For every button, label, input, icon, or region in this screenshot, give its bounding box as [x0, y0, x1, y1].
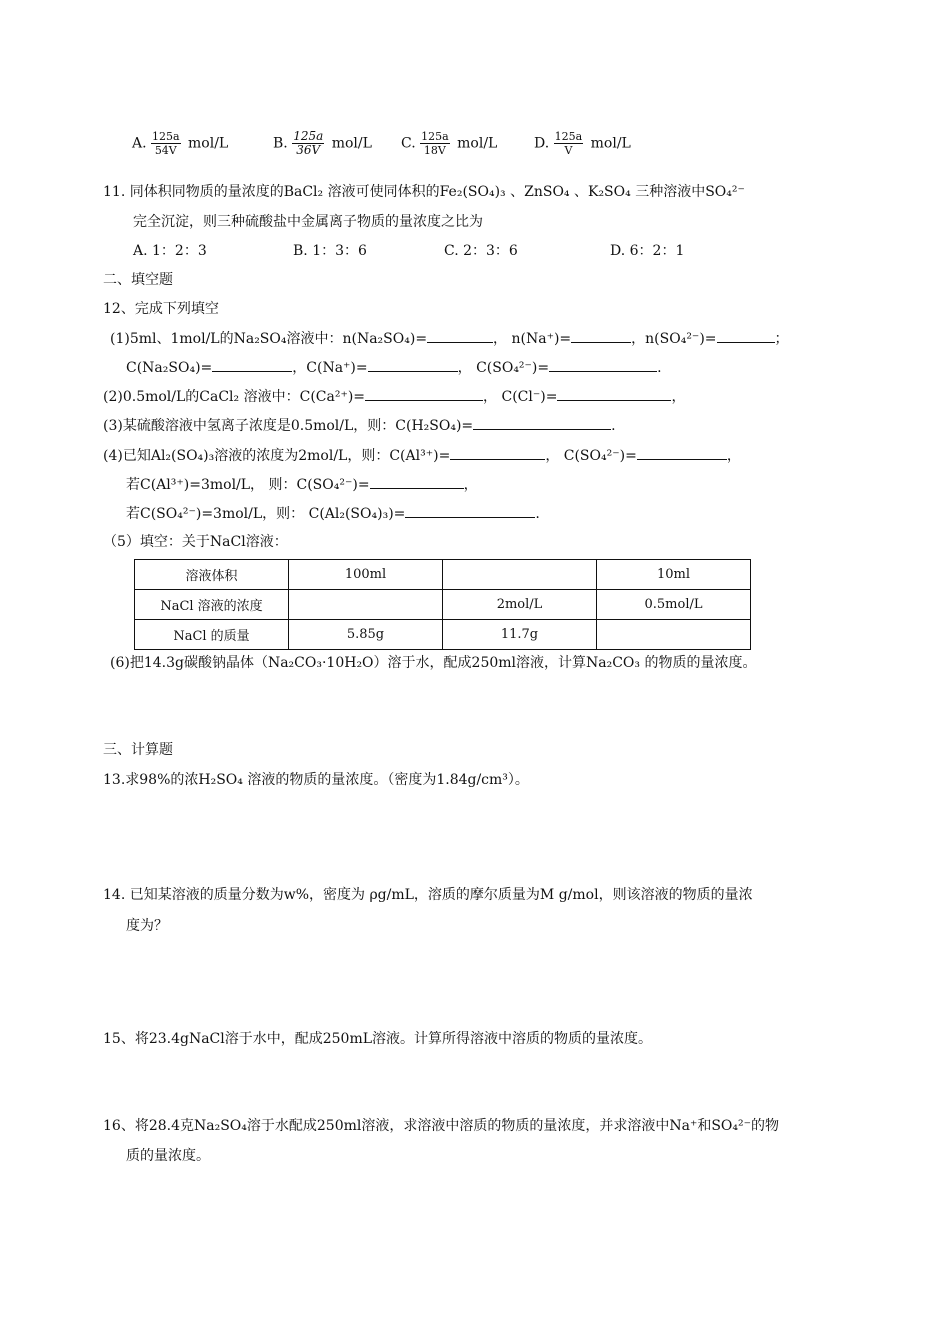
table-cell[interactable]	[597, 620, 751, 650]
table-row	[135, 590, 751, 620]
prompt-text: ，	[671, 389, 686, 405]
q12-part3	[103, 415, 616, 436]
answer-blank[interactable]	[717, 328, 775, 343]
prompt-text: .	[611, 418, 616, 434]
q16-line1: 16、将28.4克Na₂SO₄溶于水配成250ml溶液，求溶液中溶质的物质的量浓度，并求溶液中Na⁺和SO₄²⁻的物	[103, 1118, 780, 1134]
prompt-text: ， n(Na⁺)=	[493, 331, 572, 347]
prompt-text: .	[657, 360, 662, 376]
answer-blank[interactable]	[365, 386, 483, 401]
option-b	[273, 130, 372, 157]
denominator: 36V	[296, 143, 321, 157]
table-cell: 0.5mol/L	[597, 590, 751, 620]
denominator: 18V	[423, 144, 446, 157]
q12-part1-line2	[126, 357, 662, 378]
prompt-text: ， C(SO₄²⁻)=	[545, 448, 637, 464]
table-cell: NaCl 溶液的浓度	[135, 590, 289, 620]
table-row	[135, 620, 751, 650]
prompt-text: ， C(Cl⁻)=	[483, 389, 558, 405]
q14-line2: 度为？	[126, 918, 168, 934]
prompt-text: ；	[774, 331, 789, 347]
numerator: 125a	[152, 130, 180, 143]
q11-line2: 完全沉淀，则三种硫酸盐中金属离子物质的量浓度之比为	[133, 214, 483, 230]
table-cell[interactable]	[443, 560, 597, 590]
prompt-text: 若C(SO₄²⁻)=3mol/L，则： C(Al₂(SO₄)₃)=	[126, 506, 406, 522]
denominator: 54V	[154, 144, 177, 157]
fraction	[554, 130, 584, 157]
section-3-heading: 三、计算题	[103, 742, 173, 758]
option-d	[534, 130, 631, 157]
table-cell: 10ml	[597, 560, 751, 590]
table-cell: 溶液体积	[135, 560, 289, 590]
option-letter: A.	[132, 135, 147, 152]
q12-title: 12、完成下列填空	[103, 301, 219, 317]
option-c	[401, 130, 497, 157]
numerator: 125a	[293, 129, 324, 143]
answer-blank[interactable]	[370, 474, 464, 489]
unit: mol/L	[590, 135, 631, 152]
q11-option-a: A. 1：2：3	[133, 243, 207, 259]
prompt-text: 若C(Al³⁺)=3mol/L， 则：C(SO₄²⁻)=	[126, 477, 370, 493]
q12-part4-line3	[126, 503, 540, 524]
table-row	[135, 560, 751, 590]
prompt-text: ， C(SO₄²⁻)=	[457, 360, 550, 376]
q16-line2: 质的量浓度。	[126, 1148, 210, 1164]
q12-part5: （5）填空：关于NaCl溶液：	[103, 534, 288, 550]
option-letter: C.	[401, 135, 416, 152]
prompt-text: (2)0.5mol/L的CaCl₂ 溶液中：C(Ca²⁺)=	[103, 389, 366, 405]
prompt-text: ，	[726, 448, 741, 464]
q12-part2	[103, 386, 685, 407]
answer-blank[interactable]	[405, 503, 535, 518]
table-cell: 100ml	[289, 560, 443, 590]
prompt-text: ，	[463, 477, 478, 493]
prompt-text: (3)某硫酸溶液中氢离子浓度是0.5mol/L，则：C(H₂SO₄)=	[103, 418, 474, 434]
unit: mol/L	[188, 135, 229, 152]
option-letter: B.	[273, 135, 288, 152]
prompt-text: .	[535, 506, 540, 522]
answer-blank[interactable]	[637, 445, 727, 460]
unit: mol/L	[331, 135, 372, 152]
q13: 13.求98%的浓H₂SO₄ 溶液的物质的量浓度。（密度为1.84g/cm³）。	[103, 772, 529, 788]
answer-blank[interactable]	[473, 415, 611, 430]
prompt-text: ，C(Na⁺)=	[292, 360, 368, 376]
prompt-text: C(Na₂SO₄)=	[126, 360, 213, 376]
answer-blank[interactable]	[571, 328, 631, 343]
q12-part4-line2	[126, 474, 478, 495]
numerator: 125a	[554, 130, 583, 143]
q15: 15、将23.4gNaCl溶于水中，配成250mL溶液。计算所得溶液中溶质的物质的量浓度。	[103, 1031, 653, 1047]
denominator: V	[564, 144, 573, 157]
q11-option-d: D. 6：2：1	[610, 243, 685, 259]
fraction	[151, 130, 181, 157]
unit: mol/L	[457, 135, 498, 152]
answer-blank[interactable]	[450, 445, 545, 460]
section-2-heading: 二、填空题	[103, 272, 173, 288]
answer-blank[interactable]	[212, 357, 292, 372]
q11-option-c: C. 2：3：6	[444, 243, 518, 259]
table-cell: 5.85g	[289, 620, 443, 650]
table-cell: NaCl 的质量	[135, 620, 289, 650]
q12-part6: (6)把14.3g碳酸钠晶体（Na₂CO₃·10H₂O）溶于水，配成250ml溶液，计算Na₂CO₃ 的物质的量浓度。	[110, 655, 757, 671]
answer-blank[interactable]	[427, 328, 493, 343]
option-letter: D.	[534, 135, 550, 152]
table-cell: 2mol/L	[443, 590, 597, 620]
q11-option-b: B. 1：3：6	[293, 243, 367, 259]
answer-blank[interactable]	[549, 357, 657, 372]
table-cell[interactable]	[289, 590, 443, 620]
q12-part1-line1	[110, 328, 789, 349]
answer-blank[interactable]	[557, 386, 671, 401]
option-a	[132, 130, 228, 157]
nacl-table	[134, 559, 751, 650]
q12-part4-line1	[103, 445, 741, 466]
q14-line1: 14. 已知某溶液的质量分数为w%，密度为 ρg/mL，溶质的摩尔质量为M g/mol，则该溶液的物质的量浓	[103, 887, 753, 903]
prompt-text: (4)已知Al₂(SO₄)₃溶液的浓度为2mol/L，则：C(Al³⁺)=	[103, 448, 451, 464]
answer-blank[interactable]	[368, 357, 458, 372]
q11-line1: 11. 同体积同物质的量浓度的BaCl₂ 溶液可使同体积的Fe₂(SO₄)₃ 、ZnSO₄ 、K₂SO₄ 三种溶液中SO₄²⁻	[103, 184, 745, 200]
fraction	[292, 130, 324, 157]
numerator: 125a	[421, 130, 449, 143]
prompt-text: (1)5ml、1mol/L的Na₂SO₄溶液中：n(Na₂SO₄)=	[110, 331, 428, 347]
table-cell: 11.7g	[443, 620, 597, 650]
prompt-text: ，n(SO₄²⁻)=	[631, 331, 717, 347]
fraction	[420, 130, 450, 157]
